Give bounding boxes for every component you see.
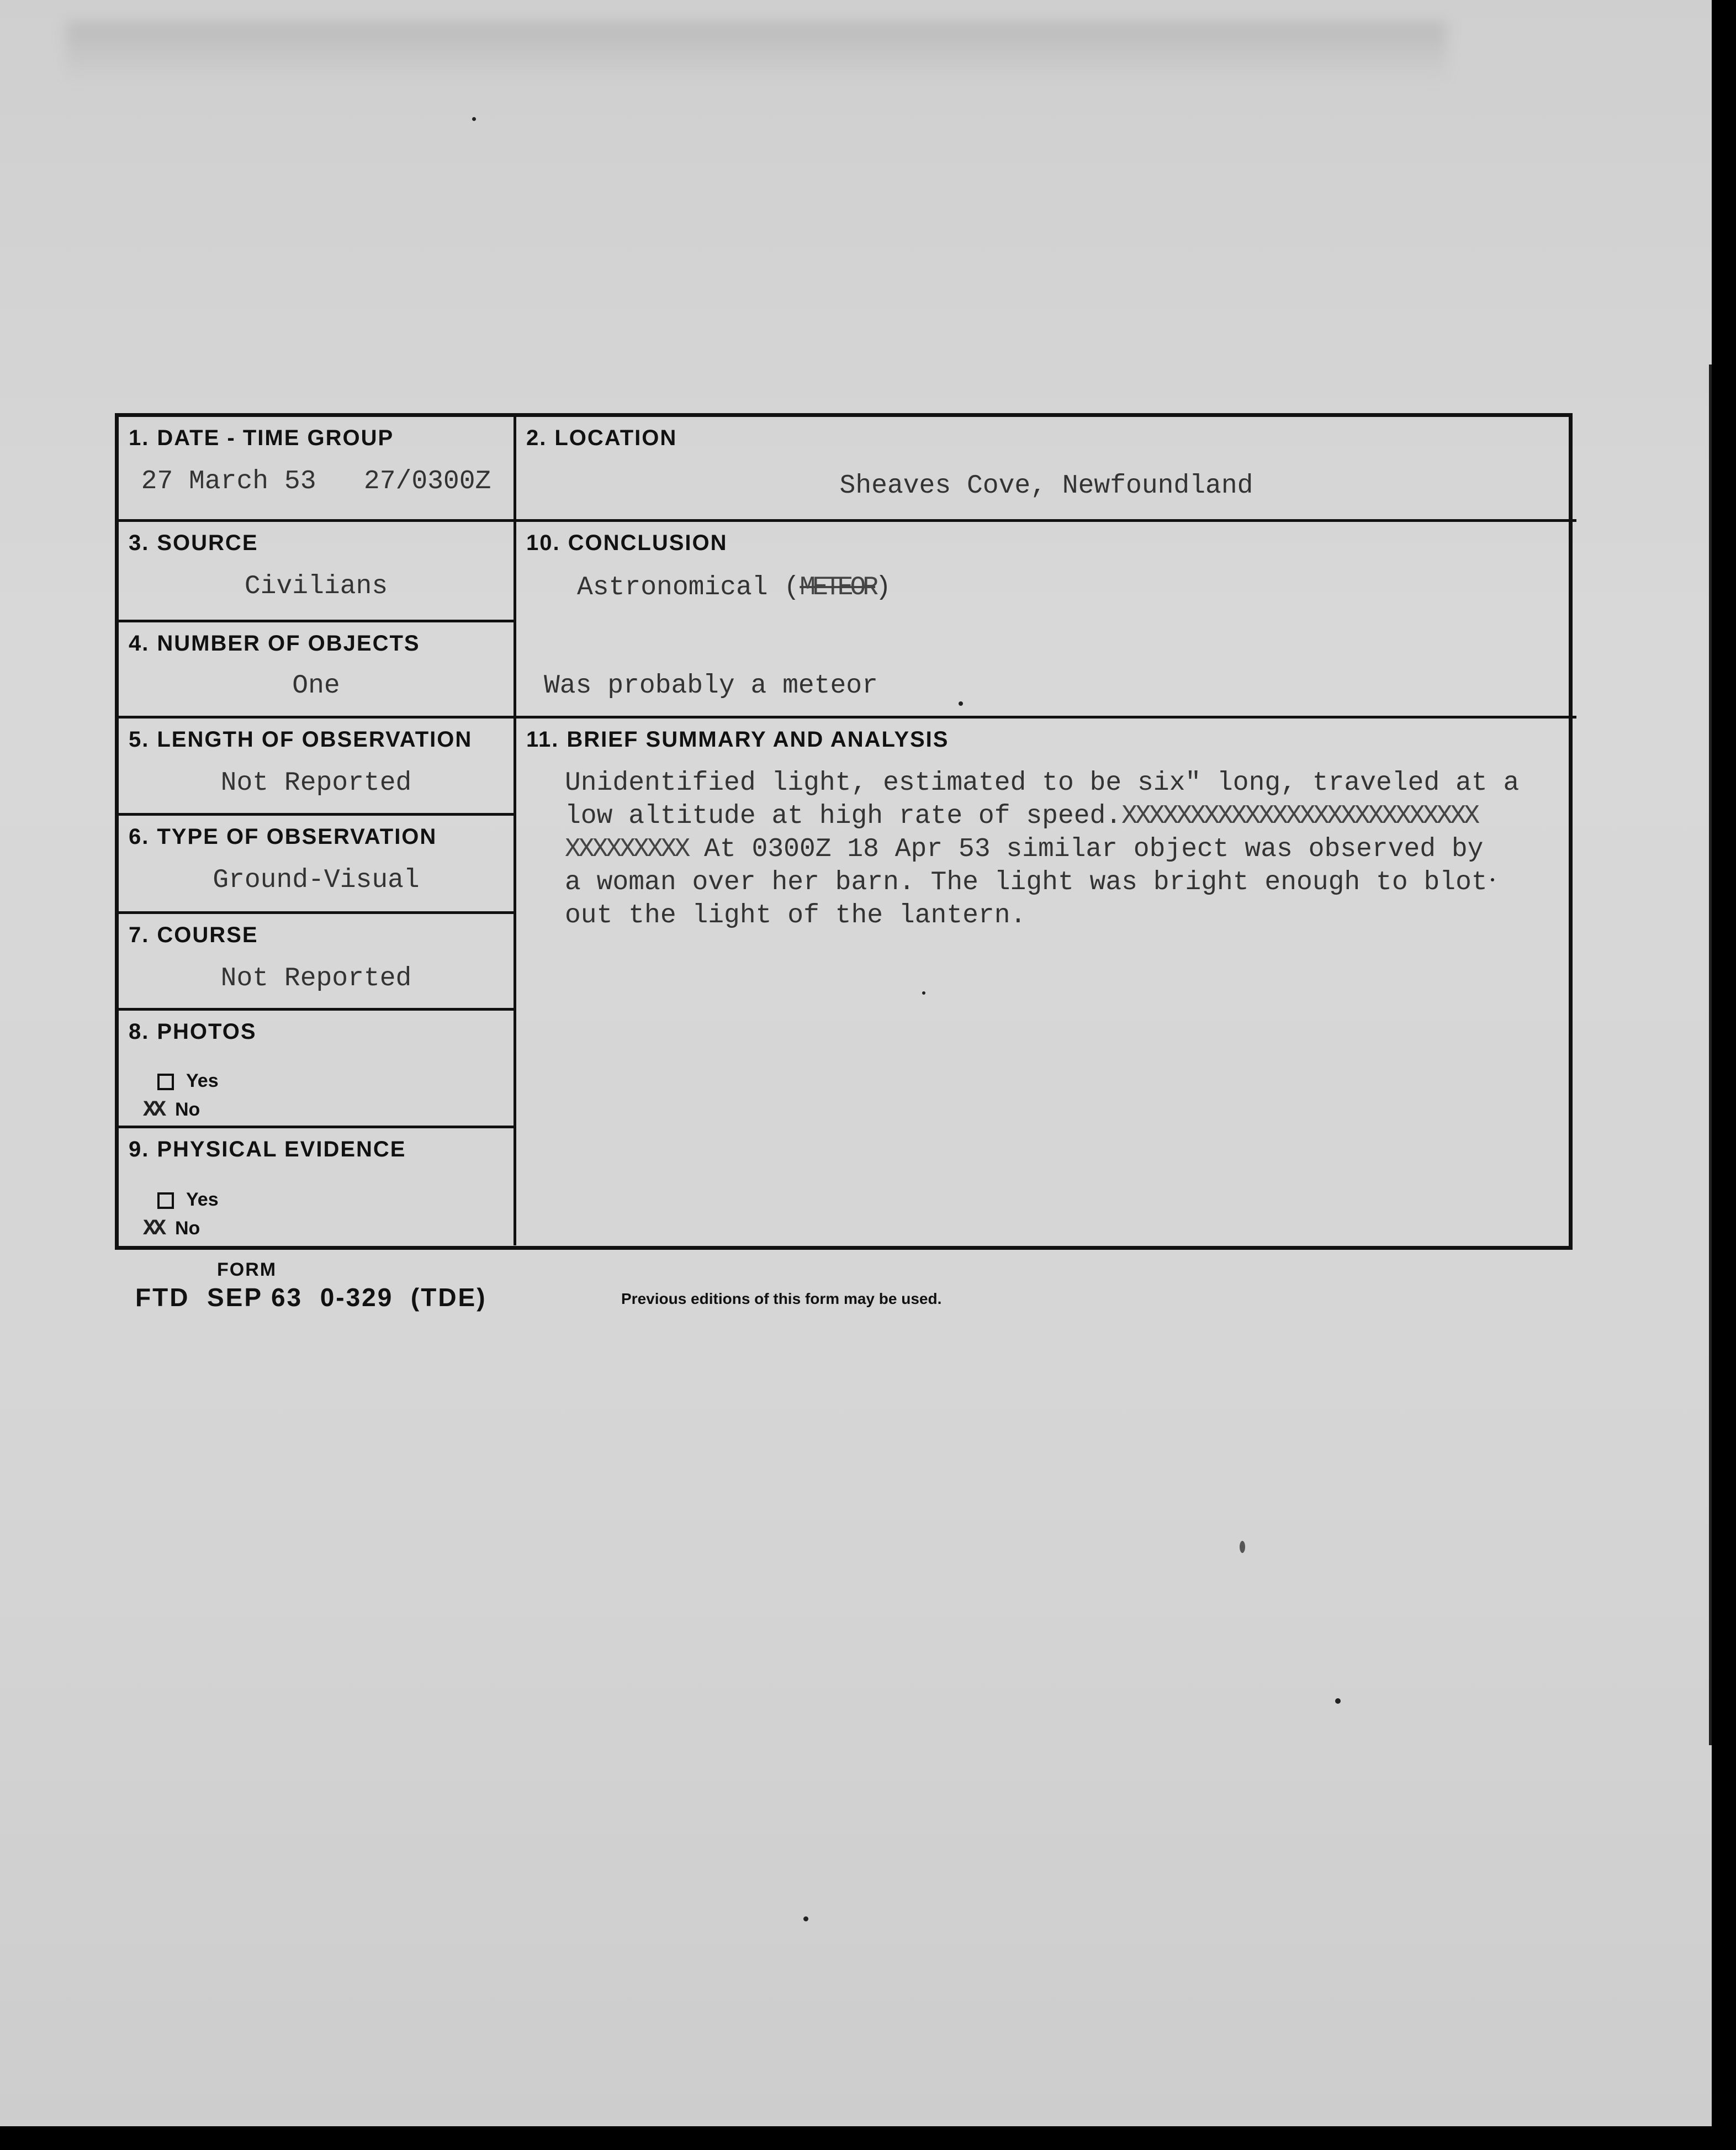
- checkbox-x-marked-icon: XX: [143, 1098, 163, 1123]
- summary-line-5: out the light of the lantern.: [565, 901, 1026, 931]
- number-of-objects-cell: [119, 622, 516, 719]
- report-form: [115, 413, 1573, 1250]
- field-number: 7.: [129, 923, 150, 947]
- number-of-objects-value: One: [292, 671, 340, 701]
- film-speck: [1240, 1541, 1245, 1553]
- length-of-observation-label: [129, 727, 472, 752]
- field-title: NUMBER OF OBJECTS: [157, 631, 420, 656]
- conclusion-label: [526, 531, 728, 556]
- physical-evidence-yes-option: [157, 1189, 219, 1211]
- conclusion-line-2: Was probably a meteor: [544, 671, 878, 701]
- film-speck: [959, 701, 963, 706]
- summary-cell: [516, 719, 1576, 1245]
- field-number: 11.: [526, 727, 559, 752]
- checkbox-x-marked-icon: XX: [143, 1217, 163, 1242]
- course-label: [129, 923, 258, 948]
- field-title: SOURCE: [157, 531, 258, 555]
- length-of-observation-cell: [119, 719, 516, 816]
- source-value: Civilians: [244, 572, 388, 601]
- film-speck: [922, 991, 925, 995]
- photos-label: [129, 1019, 257, 1044]
- checkbox-empty-icon: [157, 1074, 174, 1090]
- summary-xed-out-text: XXXXXXXXX: [565, 834, 689, 864]
- summary-text: low altitude at high rate of speed.: [565, 801, 1122, 831]
- field-number: 6.: [129, 825, 150, 849]
- conclusion-struck-word: METEOR: [800, 573, 876, 603]
- summary-line-1: Unidentified light, estimated to be six" long, traveled at a: [565, 768, 1520, 798]
- photos-yes-option: [157, 1070, 219, 1092]
- location-value: Sheaves Cove, Newfoundland: [839, 471, 1253, 501]
- field-number: 8.: [129, 1019, 150, 1044]
- field-number: 9.: [129, 1137, 150, 1161]
- conclusion-text-end: ): [875, 573, 891, 603]
- photos-no-option: [143, 1098, 200, 1123]
- film-speck: [472, 117, 476, 121]
- field-title: PHOTOS: [157, 1019, 257, 1044]
- field-number: 5.: [129, 727, 150, 752]
- conclusion-line-1: [577, 573, 891, 603]
- date-time-group-cell: [119, 417, 516, 522]
- field-title: LENGTH OF OBSERVATION: [157, 727, 473, 752]
- length-of-observation-value: Not Reported: [220, 768, 412, 798]
- conclusion-cell: [516, 522, 1576, 719]
- summary-label: [526, 727, 949, 752]
- field-title: COURSE: [157, 923, 258, 947]
- source-cell: [119, 522, 516, 622]
- date-time-group-value: 27 March 53 27/0300Z: [141, 467, 491, 496]
- field-title: TYPE OF OBSERVATION: [157, 825, 437, 849]
- source-label: [129, 531, 258, 556]
- field-title: BRIEF SUMMARY AND ANALYSIS: [567, 727, 949, 752]
- location-label: [526, 426, 677, 451]
- field-number: 10.: [526, 531, 560, 555]
- form-word: FORM: [217, 1259, 277, 1280]
- edition-note: Previous editions of this form may be used.: [621, 1290, 942, 1307]
- course-value: Not Reported: [220, 964, 412, 994]
- film-speck: [1335, 1698, 1341, 1704]
- date-time-group-label: [129, 426, 394, 451]
- course-cell: [119, 914, 516, 1011]
- option-label: Yes: [186, 1189, 219, 1210]
- field-number: 1.: [129, 426, 150, 450]
- number-of-objects-label: [129, 631, 420, 656]
- physical-evidence-no-option: [143, 1217, 200, 1242]
- summary-xed-out-text: XXXXXXXXXXXXXXXXXXXXXXXXXX: [1121, 801, 1478, 831]
- summary-text: At 0300Z 18 Apr 53 similar object was observed by: [688, 834, 1484, 864]
- field-title: PHYSICAL EVIDENCE: [157, 1137, 406, 1161]
- field-title: DATE - TIME GROUP: [157, 426, 394, 450]
- page-edge-line: [1709, 365, 1712, 1745]
- summary-line-2: [565, 801, 1478, 831]
- type-of-observation-label: [129, 825, 437, 849]
- film-speck: [1491, 878, 1494, 881]
- location-cell: [516, 417, 1576, 522]
- field-title: CONCLUSION: [568, 531, 728, 555]
- option-label: No: [175, 1099, 200, 1120]
- field-number: 4.: [129, 631, 150, 656]
- page-shadow: [66, 22, 1447, 83]
- field-number: 3.: [129, 531, 150, 555]
- option-label: No: [175, 1218, 200, 1239]
- field-title: LOCATION: [554, 426, 678, 450]
- summary-line-4: a woman over her barn. The light was bright enough to blot: [565, 868, 1488, 897]
- summary-line-3: [565, 834, 1483, 864]
- conclusion-text: Astronomical (: [577, 573, 800, 603]
- form-number: FTD SEP 63 0-329 (TDE): [135, 1283, 487, 1312]
- checkbox-empty-icon: [157, 1192, 174, 1209]
- film-speck: [803, 1916, 808, 1921]
- physical-evidence-label: [129, 1137, 406, 1162]
- field-number: 2.: [526, 426, 547, 450]
- physical-evidence-cell: [119, 1128, 516, 1245]
- photos-cell: [119, 1011, 516, 1128]
- type-of-observation-value: Ground-Visual: [213, 865, 420, 895]
- type-of-observation-cell: [119, 816, 516, 914]
- option-label: Yes: [186, 1070, 219, 1091]
